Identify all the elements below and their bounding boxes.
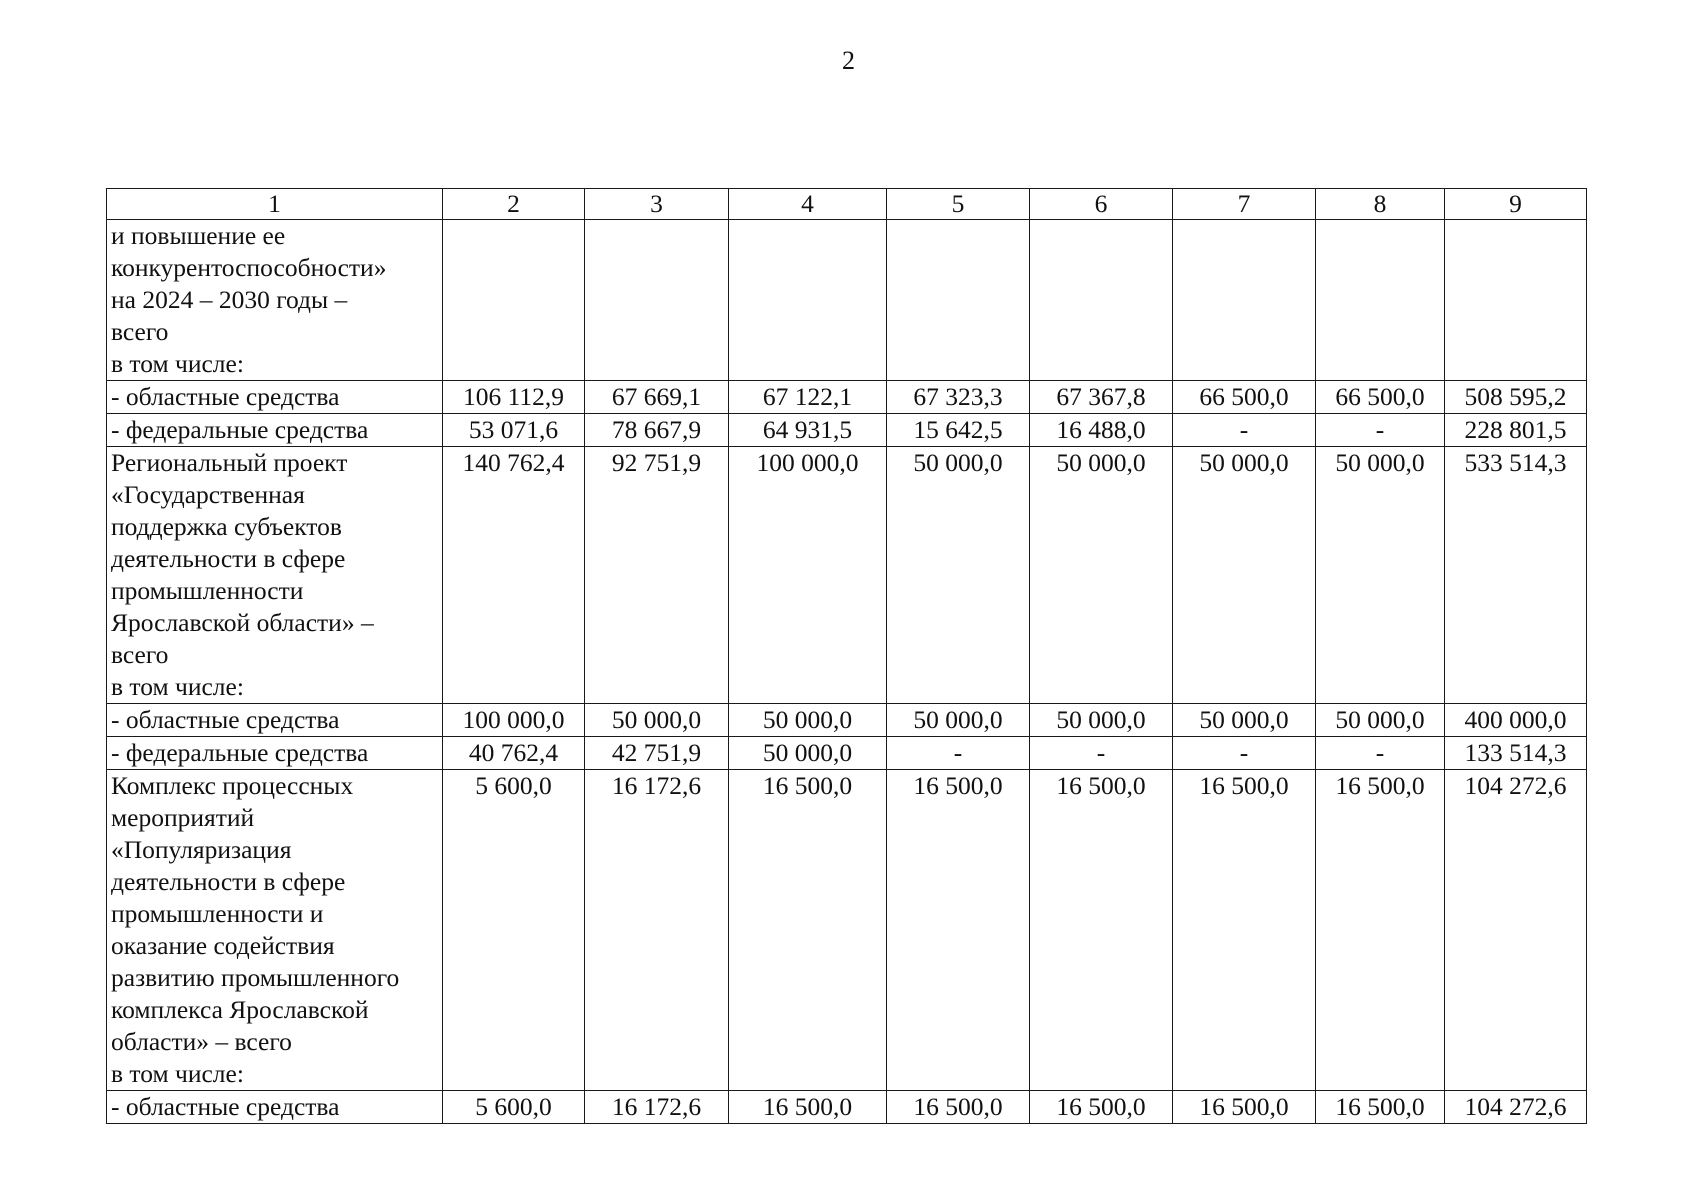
value-cell: 104 272,6: [1445, 770, 1587, 1091]
row-label: [107, 704, 443, 737]
row-label: [107, 770, 443, 1091]
row-label-line: Региональный проект: [111, 448, 348, 477]
column-header: 7: [1173, 189, 1316, 220]
row-label-line: развитию промышленного: [111, 963, 400, 992]
value-cell: 42 751,9: [585, 737, 729, 770]
row-label-line: - областные средства: [111, 382, 340, 411]
row-label: [107, 1091, 443, 1124]
row-label-line: «Государственная: [111, 480, 305, 509]
value-cell: 16 500,0: [729, 1091, 887, 1124]
row-label-line: поддержка субъектов: [111, 512, 342, 541]
row-label-line: всего: [111, 317, 169, 346]
value-cell: 16 500,0: [1030, 1091, 1173, 1124]
value-cell: -: [1173, 414, 1316, 447]
row-label-line: и повышение ее: [111, 221, 286, 250]
table-body: [107, 220, 1587, 1124]
value-cell: 50 000,0: [1173, 447, 1316, 704]
row-label-line: в том числе:: [111, 349, 244, 378]
value-cell: 16 488,0: [1030, 414, 1173, 447]
value-cell: 133 514,3: [1445, 737, 1587, 770]
value-cell: 53 071,6: [443, 414, 585, 447]
table-row: [107, 704, 1587, 737]
value-cell: 92 751,9: [585, 447, 729, 704]
row-label-line: всего: [111, 640, 169, 669]
value-cell: 78 667,9: [585, 414, 729, 447]
value-cell: -: [887, 737, 1030, 770]
column-header: 5: [887, 189, 1030, 220]
row-label-line: комплекса Ярославской: [111, 995, 369, 1024]
value-cell: 16 172,6: [585, 770, 729, 1091]
row-label: [107, 737, 443, 770]
value-cell: [1445, 220, 1587, 381]
value-cell: [443, 220, 585, 381]
column-header: 6: [1030, 189, 1173, 220]
value-cell: 50 000,0: [887, 447, 1030, 704]
value-cell: 16 500,0: [887, 770, 1030, 1091]
row-label-line: - федеральные средства: [111, 415, 369, 444]
value-cell: -: [1030, 737, 1173, 770]
value-cell: 100 000,0: [443, 704, 585, 737]
column-header: 9: [1445, 189, 1587, 220]
page-number: 2: [842, 46, 855, 75]
value-cell: 67 367,8: [1030, 381, 1173, 414]
value-cell: 16 500,0: [729, 770, 887, 1091]
value-cell: 50 000,0: [1316, 447, 1445, 704]
value-cell: -: [1173, 737, 1316, 770]
row-label-line: конкурентоспособности»: [111, 253, 387, 282]
value-cell: [1316, 220, 1445, 381]
value-cell: 50 000,0: [1173, 704, 1316, 737]
value-cell: 50 000,0: [1030, 447, 1173, 704]
row-label-line: деятельности в сфере: [111, 544, 346, 573]
row-label-line: в том числе:: [111, 1059, 244, 1088]
value-cell: 16 500,0: [1316, 770, 1445, 1091]
column-header: 8: [1316, 189, 1445, 220]
value-cell: [887, 220, 1030, 381]
row-label-line: - областные средства: [111, 1092, 340, 1121]
row-label-line: мероприятий: [111, 803, 255, 832]
row-label-line: - областные средства: [111, 705, 340, 734]
value-cell: 400 000,0: [1445, 704, 1587, 737]
header-row: [107, 189, 1587, 220]
column-header: 2: [443, 189, 585, 220]
value-cell: 104 272,6: [1445, 1091, 1587, 1124]
value-cell: 50 000,0: [729, 737, 887, 770]
value-cell: -: [1316, 737, 1445, 770]
row-label-line: области» – всего: [111, 1027, 292, 1056]
row-label: [107, 414, 443, 447]
value-cell: 100 000,0: [729, 447, 887, 704]
value-cell: 228 801,5: [1445, 414, 1587, 447]
value-cell: 64 931,5: [729, 414, 887, 447]
value-cell: 106 112,9: [443, 381, 585, 414]
value-cell: 40 762,4: [443, 737, 585, 770]
table-row: [107, 414, 1587, 447]
value-cell: 50 000,0: [1316, 704, 1445, 737]
row-label: [107, 220, 443, 381]
row-label-line: на 2024 – 2030 годы –: [111, 285, 348, 314]
row-label-line: Ярославской области» –: [111, 608, 374, 637]
column-header: 4: [729, 189, 887, 220]
value-cell: -: [1316, 414, 1445, 447]
value-cell: 16 500,0: [1173, 770, 1316, 1091]
value-cell: 15 642,5: [887, 414, 1030, 447]
row-label-line: в том числе:: [111, 672, 244, 701]
value-cell: 50 000,0: [729, 704, 887, 737]
row-label-line: промышленности: [111, 576, 304, 605]
value-cell: 140 762,4: [443, 447, 585, 704]
value-cell: 66 500,0: [1173, 381, 1316, 414]
column-header: 1: [107, 189, 443, 220]
value-cell: 50 000,0: [585, 704, 729, 737]
row-label-line: - федеральные средства: [111, 738, 369, 767]
value-cell: 67 669,1: [585, 381, 729, 414]
value-cell: [729, 220, 887, 381]
column-header: 3: [585, 189, 729, 220]
value-cell: 16 500,0: [1030, 770, 1173, 1091]
table-row: [107, 1091, 1587, 1124]
row-label: [107, 381, 443, 414]
row-label-line: «Популяризация: [111, 835, 292, 864]
value-cell: 67 323,3: [887, 381, 1030, 414]
value-cell: 16 500,0: [1173, 1091, 1316, 1124]
table-row: [107, 381, 1587, 414]
value-cell: [1173, 220, 1316, 381]
table-row: [107, 220, 1587, 381]
funding-table: [106, 188, 1587, 1124]
row-label: [107, 447, 443, 704]
value-cell: 67 122,1: [729, 381, 887, 414]
row-label-line: деятельности в сфере: [111, 867, 346, 896]
value-cell: 5 600,0: [443, 1091, 585, 1124]
table-row: [107, 737, 1587, 770]
value-cell: 533 514,3: [1445, 447, 1587, 704]
value-cell: 50 000,0: [1030, 704, 1173, 737]
value-cell: 5 600,0: [443, 770, 585, 1091]
value-cell: [1030, 220, 1173, 381]
value-cell: 16 500,0: [887, 1091, 1030, 1124]
table-row: [107, 770, 1587, 1091]
value-cell: 508 595,2: [1445, 381, 1587, 414]
value-cell: 16 500,0: [1316, 1091, 1445, 1124]
row-label-line: Комплекс процессных: [111, 771, 354, 800]
table-row: [107, 447, 1587, 704]
value-cell: 16 172,6: [585, 1091, 729, 1124]
value-cell: [585, 220, 729, 381]
value-cell: 50 000,0: [887, 704, 1030, 737]
row-label-line: оказание содействия: [111, 931, 335, 960]
value-cell: 66 500,0: [1316, 381, 1445, 414]
row-label-line: промышленности и: [111, 899, 324, 928]
